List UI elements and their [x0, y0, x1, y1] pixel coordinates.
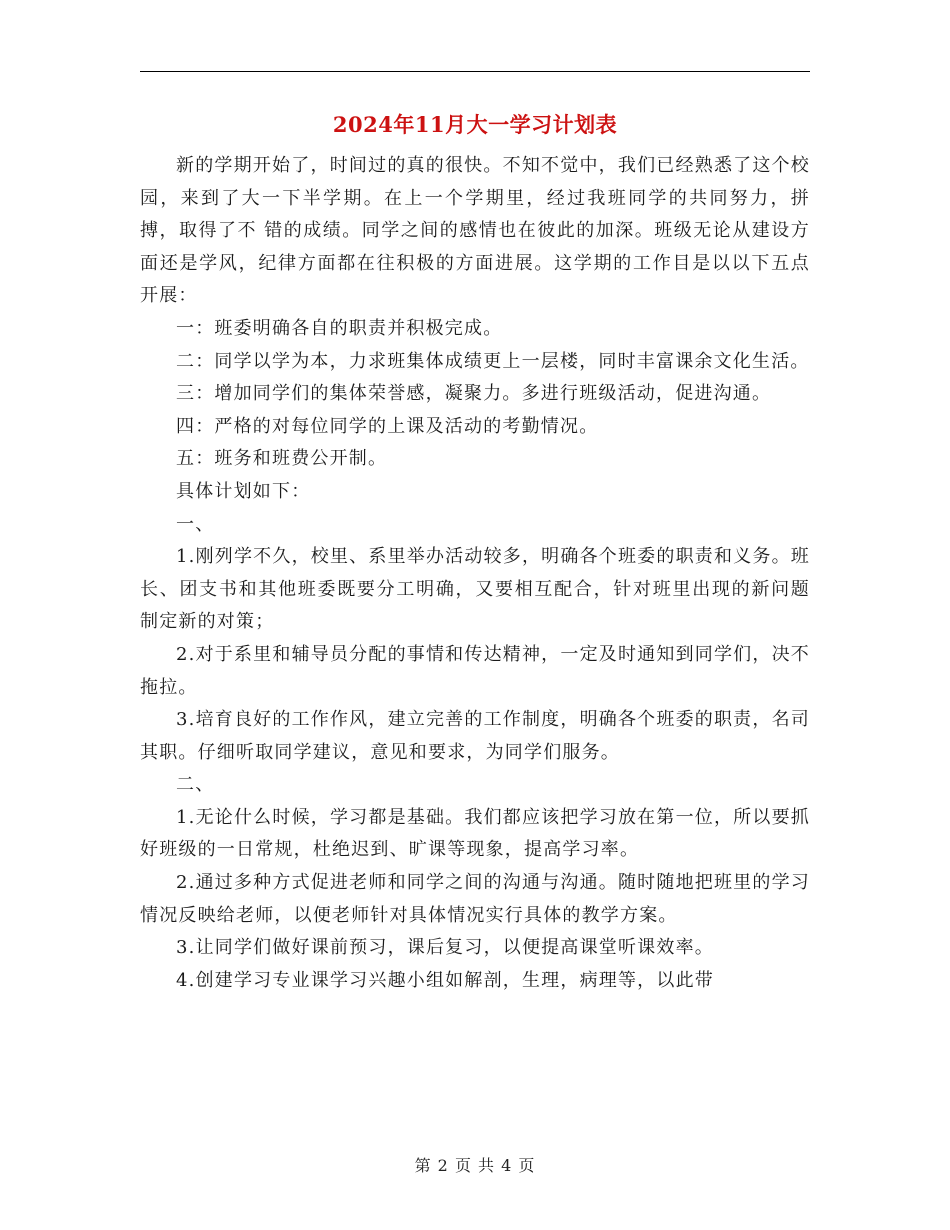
paragraph-1-1: 1.刚列学不久，校里、系里举办活动较多，明确各个班委的职责和义务。班长、团支书和其他班委既要分工明确，又要相互配合，针对班里出现的新问题制定新的对策； — [140, 546, 810, 633]
paragraph-2-2: 2.通过多种方式促进老师和同学之间的沟通与沟通。随时随地把班里的学习情况反映给老师，以便老师针对具体情况实行具体的教学方案。 — [140, 872, 810, 926]
paragraph-plan-heading: 具体计划如下： — [176, 480, 311, 502]
paragraph-point-1: 一：班委明确各自的职责并积极完成。 — [176, 317, 503, 339]
paragraph-point-2: 二：同学以学为本，力求班集体成绩更上一层楼，同时丰富课余文化生活。 — [176, 350, 810, 372]
header-rule — [140, 71, 810, 72]
document-body — [140, 150, 810, 997]
paragraph-point-5: 五：班务和班费公开制。 — [176, 448, 388, 470]
paragraph-point-4: 四：严格的对每位同学的上课及活动的考勤情况。 — [176, 415, 599, 437]
paragraph-1-3: 3.培育良好的工作作风，建立完善的工作制度，明确各个班委的职责，名司其职。仔细听取同学建议，意见和要求，为同学们服务。 — [140, 709, 810, 763]
section-heading-2: 二、 — [176, 774, 215, 796]
paragraph-intro: 新的学期开始了，时间过的真的很快。不知不觉中，我们已经熟悉了这个校园，来到了大一下半学期。在上一个学期里，经过我班同学的共同努力，拼搏，取得了不 错的成绩。同学之间的感情也在彼此的加深。班级无论从建设方面还是学风，纪律方面都在往积极的方面进展。这学期的工作目是以以下五点开展： — [140, 155, 810, 307]
document-title: 2024年11月大一学习计划表 — [332, 112, 618, 137]
paragraph-2-4: 4.创建学习专业课学习兴趣小组如解剖，生理，病理等，以此带 — [176, 969, 714, 991]
paragraph-2-1: 1.无论什么时候，学习都是基础。我们都应该把学习放在第一位，所以要抓好班级的一日常规，杜绝迟到、旷课等现象，提高学习率。 — [140, 806, 810, 861]
page-number-footer: 第 2 页 共 4 页 — [414, 1156, 536, 1175]
section-heading-1: 一、 — [176, 513, 215, 535]
paragraph-2-3: 3.让同学们做好课前预习，课后复习，以便提高课堂听课效率。 — [176, 937, 714, 959]
paragraph-point-3: 三：增加同学们的集体荣誉感，凝聚力。多进行班级活动，促进沟通。 — [176, 383, 772, 405]
paragraph-1-2: 2.对于系里和辅导员分配的事情和传达精神，一定及时通知到同学们，决不拖拉。 — [140, 643, 810, 698]
